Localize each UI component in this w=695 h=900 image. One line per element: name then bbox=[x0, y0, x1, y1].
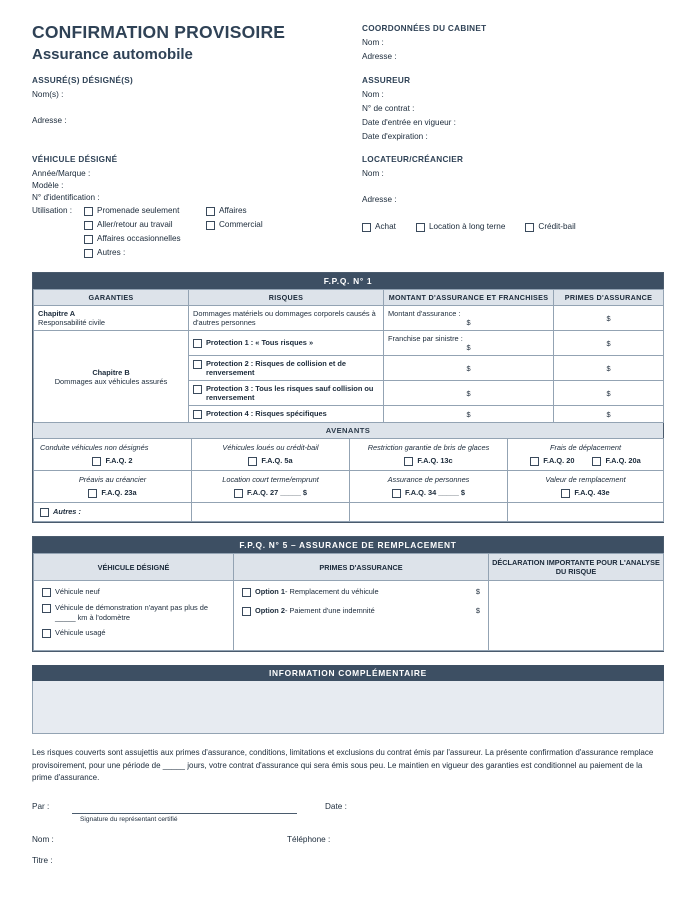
chapitre-a-premium: $ bbox=[554, 306, 664, 331]
header-titles bbox=[32, 22, 362, 63]
header bbox=[32, 22, 664, 63]
usage-option-label: Promenade seulement bbox=[97, 206, 180, 215]
protection-1-label: Protection 1 : « Tous risques » bbox=[206, 338, 314, 347]
avenant-code: F.A.Q. 2 bbox=[105, 456, 133, 465]
cabinet-title: COORDONNÉES DU CABINET bbox=[362, 24, 487, 33]
avenant-empty-2 bbox=[350, 503, 508, 522]
checkbox-icon[interactable] bbox=[392, 489, 401, 498]
lessor-option-label: Location à long terne bbox=[428, 222, 506, 231]
avenant-cell-1[interactable] bbox=[34, 439, 192, 471]
usage-option-affaires[interactable] bbox=[206, 206, 326, 216]
chapitre-b-title: Chapitre B bbox=[92, 367, 130, 377]
checkbox-icon[interactable] bbox=[416, 223, 425, 232]
insured-title: ASSURÉ(S) DÉSIGNÉ(S) bbox=[32, 76, 134, 85]
checkbox-icon[interactable] bbox=[592, 457, 601, 466]
checkbox-icon[interactable] bbox=[193, 360, 202, 369]
lessor-nom-label: Nom : bbox=[362, 169, 384, 178]
vehicle-modele-label: Modèle : bbox=[32, 181, 64, 190]
lessor-option-label: Crédit-bail bbox=[538, 222, 576, 231]
vehicle-option-neuf[interactable] bbox=[42, 587, 225, 597]
checkbox-icon[interactable] bbox=[193, 339, 202, 348]
checkbox-icon[interactable] bbox=[42, 604, 51, 613]
vehicle-row bbox=[32, 155, 664, 258]
col-montant: MONTANT D'ASSURANCE ET FRANCHISES bbox=[384, 290, 554, 306]
avenant-label: Véhicules loués ou crédit-bail bbox=[222, 443, 319, 452]
avenant-empty-3 bbox=[508, 503, 664, 522]
lessor-options bbox=[362, 222, 662, 232]
chapitre-a-sub: Responsabilité civile bbox=[38, 318, 105, 327]
premium-cell: $ bbox=[554, 331, 664, 356]
vehicle-option-demonstration[interactable] bbox=[42, 603, 225, 622]
avenant-code: F.A.Q. 23a bbox=[101, 488, 137, 497]
usage-option-promenade[interactable] bbox=[84, 206, 206, 216]
checkbox-icon[interactable] bbox=[248, 457, 257, 466]
table-header-row bbox=[34, 554, 664, 581]
usage-row-3 bbox=[32, 234, 362, 244]
usage-option-travail[interactable] bbox=[84, 220, 206, 230]
usage-option-commercial[interactable] bbox=[206, 220, 326, 230]
avenant-cell-8[interactable] bbox=[508, 471, 664, 503]
parties-row bbox=[32, 76, 664, 141]
vehicle-option-label: Véhicule de démonstration n'ayant pas plus de _____ km à l'odomètre bbox=[55, 603, 209, 622]
spacer bbox=[32, 220, 84, 230]
fpq1-table bbox=[33, 289, 664, 423]
telephone-label: Téléphone : bbox=[287, 834, 331, 844]
insured-nom-label: Nom(s) : bbox=[32, 90, 64, 99]
usage-option-label: Aller/retour au travail bbox=[97, 220, 173, 229]
chapitre-a-cell bbox=[34, 306, 189, 331]
lessor-adresse-label: Adresse : bbox=[362, 195, 397, 204]
montant-label: Montant d'assurance : bbox=[388, 309, 461, 318]
protection-2-label: Protection 2 : Risques de collision et de renversement bbox=[206, 359, 347, 377]
table-row bbox=[34, 439, 664, 471]
avenant-code: F.A.Q. 13c bbox=[417, 456, 453, 465]
avenants-table bbox=[33, 438, 664, 522]
vehicle-options-cell[interactable] bbox=[34, 581, 234, 651]
checkbox-icon[interactable] bbox=[84, 221, 93, 230]
avenant-cell-5[interactable] bbox=[34, 471, 192, 503]
cabinet-block bbox=[362, 22, 662, 63]
insurer-title: ASSUREUR bbox=[362, 76, 411, 85]
vehicle-annee-label: Année/Marque : bbox=[32, 169, 91, 178]
checkbox-icon[interactable] bbox=[561, 489, 570, 498]
vehicle-block bbox=[32, 155, 362, 258]
protection-2-cell[interactable] bbox=[189, 356, 384, 381]
legal-text: Les risques couverts sont assujettis aux primes d'assurance, conditions, limitations et exclusions du contrat émis par l'assureur. La présente confirmation d'assurance remplace provisoirement, pour une période de _____ jours, votre contrat d'assurance qui sera émis sous peu. Le maintien en vigueur des garanties est conditionnel au paiement de la prime d'assurance. bbox=[32, 748, 654, 783]
fpq5-section bbox=[32, 536, 664, 652]
col-vehicule-designe: VÉHICULE DÉSIGNÉ bbox=[34, 554, 234, 581]
avenant-code-2: F.A.Q. 20a bbox=[605, 456, 641, 465]
usage-row-1 bbox=[32, 206, 362, 216]
usage-row-4 bbox=[32, 248, 362, 258]
franchise-value-3: $ bbox=[384, 381, 554, 406]
spacer bbox=[32, 234, 84, 244]
signature-input[interactable] bbox=[72, 802, 297, 814]
spacer bbox=[32, 248, 84, 258]
lessor-option-achat[interactable] bbox=[362, 222, 396, 232]
insurer-fin-label: Date d'expiration : bbox=[362, 132, 428, 141]
premium-option-1-bold: Option 1 bbox=[255, 587, 285, 597]
checkbox-icon[interactable] bbox=[84, 207, 93, 216]
col-garanties: GARANTIES bbox=[34, 290, 189, 306]
chapitre-a-amount bbox=[384, 306, 554, 331]
avenant-label: Assurance de personnes bbox=[387, 475, 470, 484]
usage-option-label: Autres : bbox=[97, 248, 126, 257]
signature-caption: Signature du représentant certifié bbox=[80, 815, 178, 823]
checkbox-icon[interactable] bbox=[242, 588, 251, 597]
premium-cell: $ bbox=[554, 356, 664, 381]
checkbox-icon[interactable] bbox=[42, 588, 51, 597]
protection-3-cell[interactable] bbox=[189, 381, 384, 406]
titre-label: Titre : bbox=[32, 855, 53, 865]
checkbox-icon[interactable] bbox=[92, 457, 101, 466]
avenant-autres-cell[interactable] bbox=[34, 503, 192, 522]
table-row bbox=[34, 306, 664, 331]
declaration-cell bbox=[489, 581, 664, 651]
usage-option-label: Affaires bbox=[219, 206, 247, 215]
avenant-cell-2[interactable] bbox=[192, 439, 350, 471]
vehicle-title: VÉHICULE DÉSIGNÉ bbox=[32, 155, 118, 164]
lessor-block bbox=[362, 155, 662, 258]
avenant-cell-4[interactable] bbox=[508, 439, 664, 471]
cabinet-nom-label: Nom : bbox=[362, 38, 384, 47]
table-row bbox=[34, 471, 664, 503]
usage-option-label: Commercial bbox=[219, 220, 263, 229]
date-label: Date : bbox=[325, 801, 347, 811]
montant-value: $ bbox=[466, 318, 471, 327]
avenant-empty-1 bbox=[192, 503, 350, 522]
avenant-label: Location court terme/emprunt bbox=[222, 475, 319, 484]
usage-row-2 bbox=[32, 220, 362, 230]
avenant-autres-label: Autres : bbox=[53, 507, 81, 516]
fpq5-table bbox=[33, 553, 664, 651]
signature-row bbox=[32, 802, 664, 814]
avenant-label: Préavis au créancier bbox=[78, 475, 147, 484]
table-header-row bbox=[34, 290, 664, 306]
usage-label: Utilisation : bbox=[32, 206, 73, 215]
checkbox-icon[interactable] bbox=[362, 223, 371, 232]
col-primes-assurance: PRIMES D'ASSURANCE bbox=[234, 554, 489, 581]
table-row bbox=[34, 581, 664, 651]
insurer-debut-label: Date d'entrée en vigueur : bbox=[362, 118, 456, 127]
insurer-nom-label: Nom : bbox=[362, 90, 384, 99]
usage-option-label: Affaires occasionnelles bbox=[97, 234, 181, 243]
premium-option-1-amount: $ bbox=[475, 587, 480, 597]
col-primes: PRIMES D'ASSURANCE bbox=[554, 290, 664, 306]
avenant-code: F.A.Q. 5a bbox=[261, 456, 293, 465]
chapitre-b-cell bbox=[34, 331, 189, 423]
avenants-banner: AVENANTS bbox=[33, 423, 663, 438]
checkbox-icon[interactable] bbox=[42, 629, 51, 638]
info-banner: INFORMATION COMPLÉMENTAIRE bbox=[32, 665, 664, 681]
checkbox-icon[interactable] bbox=[88, 489, 97, 498]
franchise-value-4: $ bbox=[384, 406, 554, 423]
col-risques: RISQUES bbox=[189, 290, 384, 306]
vehicle-vin-label: N° d'identification : bbox=[32, 193, 100, 202]
avenant-label: Restriction garantie de bris de glaces bbox=[367, 443, 490, 452]
insurer-contrat-label: N° de contrat : bbox=[362, 104, 415, 113]
protection-3-label: Protection 3 : Tous les risques sauf collision ou renversement bbox=[206, 384, 374, 402]
fpq5-banner: F.P.Q. N° 5 – ASSURANCE DE REMPLACEMENT bbox=[33, 537, 663, 553]
avenant-cell-3[interactable] bbox=[350, 439, 508, 471]
info-textarea[interactable] bbox=[32, 681, 664, 734]
avenant-label: Frais de déplacement bbox=[549, 443, 622, 452]
chapitre-a-title: Chapitre A bbox=[38, 309, 76, 318]
avenant-code: F.A.Q. 27 _____ $ bbox=[247, 488, 307, 497]
premium-option-2[interactable] bbox=[242, 606, 480, 616]
checkbox-icon[interactable] bbox=[193, 385, 202, 394]
franchise-value-2: $ bbox=[384, 356, 554, 381]
lessor-option-location[interactable] bbox=[416, 222, 505, 232]
protection-4-label: Protection 4 : Risques spécifiques bbox=[206, 409, 327, 418]
page-title: CONFIRMATION PROVISOIRE bbox=[32, 22, 286, 42]
fpq1-banner: F.P.Q. N° 1 bbox=[33, 273, 663, 289]
insured-adresse-label: Adresse : bbox=[32, 116, 67, 125]
franchise-value: $ bbox=[466, 343, 471, 352]
spacer bbox=[297, 802, 325, 814]
avenant-label: Valeur de remplacement bbox=[545, 475, 626, 484]
avenant-cell-7[interactable] bbox=[350, 471, 508, 503]
franchise-label: Franchise par sinistre : bbox=[388, 334, 463, 343]
lessor-option-credit-bail[interactable] bbox=[525, 222, 575, 232]
checkbox-icon[interactable] bbox=[530, 457, 539, 466]
checkbox-icon[interactable] bbox=[40, 508, 49, 517]
protection-1-cell[interactable] bbox=[189, 331, 384, 356]
vehicle-option-label: Véhicule usagé bbox=[55, 628, 106, 638]
cabinet-adresse-label: Adresse : bbox=[362, 52, 397, 61]
franchise-label-cell bbox=[384, 331, 554, 356]
avenant-code: F.A.Q. 34 _____ $ bbox=[405, 488, 465, 497]
usage-option-occasionnelles[interactable] bbox=[84, 234, 206, 244]
protection-4-cell[interactable] bbox=[189, 406, 384, 423]
checkbox-icon[interactable] bbox=[242, 607, 251, 616]
signature-block bbox=[32, 802, 664, 865]
avenant-cell-6[interactable] bbox=[192, 471, 350, 503]
checkbox-icon[interactable] bbox=[84, 235, 93, 244]
chapitre-b-sub: Dommages aux véhicules assurés bbox=[54, 376, 168, 386]
checkbox-icon[interactable] bbox=[525, 223, 534, 232]
checkbox-icon[interactable] bbox=[84, 249, 93, 258]
fpq1-section bbox=[32, 272, 664, 523]
usage-option-autres[interactable] bbox=[84, 248, 206, 258]
lessor-option-label: Achat bbox=[375, 222, 396, 231]
avenant-code: F.A.Q. 20 bbox=[543, 456, 575, 465]
premium-option-2-text: - Paiement d'une indemnité bbox=[284, 606, 375, 616]
premium-cell: $ bbox=[554, 381, 664, 406]
vehicle-option-usage[interactable] bbox=[42, 628, 225, 638]
page-subtitle: Assurance automobile bbox=[32, 46, 193, 63]
chapitre-a-risk: Dommages matériels ou dommages corporels causés à d'autres personnes bbox=[189, 306, 384, 331]
premium-option-2-bold: Option 2 bbox=[255, 606, 285, 616]
checkbox-icon[interactable] bbox=[404, 457, 413, 466]
table-row bbox=[34, 503, 664, 522]
premium-cell: $ bbox=[554, 406, 664, 423]
vehicle-option-label: Véhicule neuf bbox=[55, 587, 100, 597]
premium-option-1[interactable] bbox=[242, 587, 480, 597]
checkbox-icon[interactable] bbox=[193, 410, 202, 419]
insurer-block bbox=[362, 76, 662, 141]
premium-option-2-amount: $ bbox=[475, 606, 480, 616]
avenant-code: F.A.Q. 43e bbox=[574, 488, 610, 497]
premium-option-1-text: - Remplacement du véhicule bbox=[284, 587, 379, 597]
par-label: Par : bbox=[32, 801, 50, 811]
avenant-label: Conduite véhicules non désignés bbox=[40, 443, 149, 452]
checkbox-icon[interactable] bbox=[206, 207, 215, 216]
insured-block bbox=[32, 76, 362, 141]
premium-options-cell[interactable] bbox=[234, 581, 489, 651]
table-row bbox=[34, 331, 664, 356]
nom-label: Nom : bbox=[32, 834, 54, 844]
lessor-title: LOCATEUR/CRÉANCIER bbox=[362, 155, 464, 164]
document-body bbox=[32, 22, 664, 865]
checkbox-icon[interactable] bbox=[206, 221, 215, 230]
col-declaration: DÉCLARATION IMPORTANTE POUR L'ANALYSE DU RISQUE bbox=[489, 554, 664, 581]
nom-tel-row bbox=[32, 835, 664, 844]
checkbox-icon[interactable] bbox=[234, 489, 243, 498]
